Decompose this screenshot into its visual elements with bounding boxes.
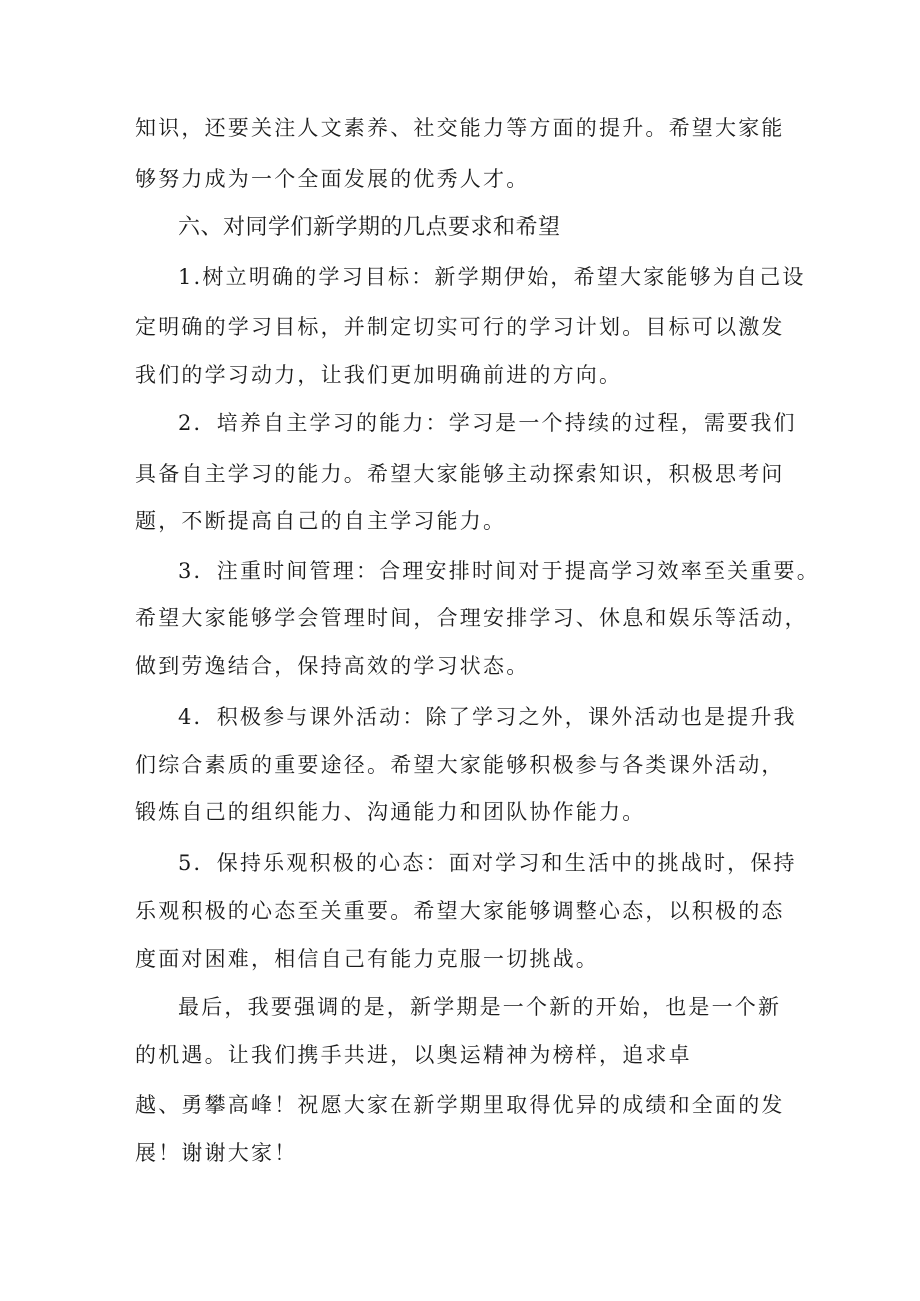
closing-line-3: 越、勇攀高峰！祝愿大家在新学期里取得优异的成绩和全面的发 bbox=[135, 1093, 785, 1117]
closing-line-4: 展！谢谢大家！ bbox=[135, 1141, 298, 1165]
text-line-1: 知识，还要关注人文素养、社交能力等方面的提升。希望大家能 bbox=[135, 116, 785, 140]
item-3-line-3: 做到劳逸结合，保持高效的学习状态。 bbox=[135, 654, 530, 678]
item-4-line-1: 4．积极参与课外活动：除了学习之外，课外活动也是提升我 bbox=[178, 705, 797, 729]
item-2-line-3: 题，不断提高自己的自主学习能力。 bbox=[135, 509, 507, 533]
text-line-2: 够努力成为一个全面发展的优秀人才。 bbox=[135, 167, 530, 191]
item-5-line-2: 乐观积极的心态至关重要。希望大家能够调整心态，以积极的态 bbox=[135, 899, 785, 923]
item-4-line-3: 锻炼自己的组织能力、沟通能力和团队协作能力。 bbox=[135, 800, 646, 824]
closing-line-1: 最后，我要强调的是，新学期是一个新的开始，也是一个新 bbox=[178, 995, 782, 1019]
item-5-line-1: 5．保持乐观积极的心态：面对学习和生活中的挑战时，保持 bbox=[178, 851, 797, 875]
item-1-line-3: 我们的学习动力，让我们更加明确前进的方向。 bbox=[135, 363, 623, 387]
item-5-line-3: 度面对困难，相信自己有能力克服一切挑战。 bbox=[135, 947, 599, 971]
section-heading: 六、对同学们新学期的几点要求和希望 bbox=[178, 215, 561, 240]
item-1-line-2: 定明确的学习目标，并制定切实可行的学习计划。目标可以激发 bbox=[135, 315, 785, 339]
item-2-line-2: 具备自主学习的能力。希望大家能够主动探索知识，积极思考问 bbox=[135, 462, 785, 486]
item-4-line-2: 们综合素质的重要途径。希望大家能够积极参与各类课外活动， bbox=[135, 753, 785, 777]
item-1-line-1: 1.树立明确的学习目标：新学期伊始，希望大家能够为自己设 bbox=[178, 265, 806, 289]
closing-line-2: 的机遇。让我们携手共进，以奥运精神为榜样，追求卓 bbox=[135, 1043, 692, 1067]
item-2-line-1: 2．培养自主学习的能力：学习是一个持续的过程，需要我们 bbox=[178, 411, 797, 435]
item-3-line-1: 3．注重时间管理：合理安排时间对于提高学习效率至关重要。 bbox=[178, 559, 820, 583]
item-3-line-2: 希望大家能够学会管理时间，合理安排学习、休息和娱乐等活动， bbox=[135, 606, 808, 630]
